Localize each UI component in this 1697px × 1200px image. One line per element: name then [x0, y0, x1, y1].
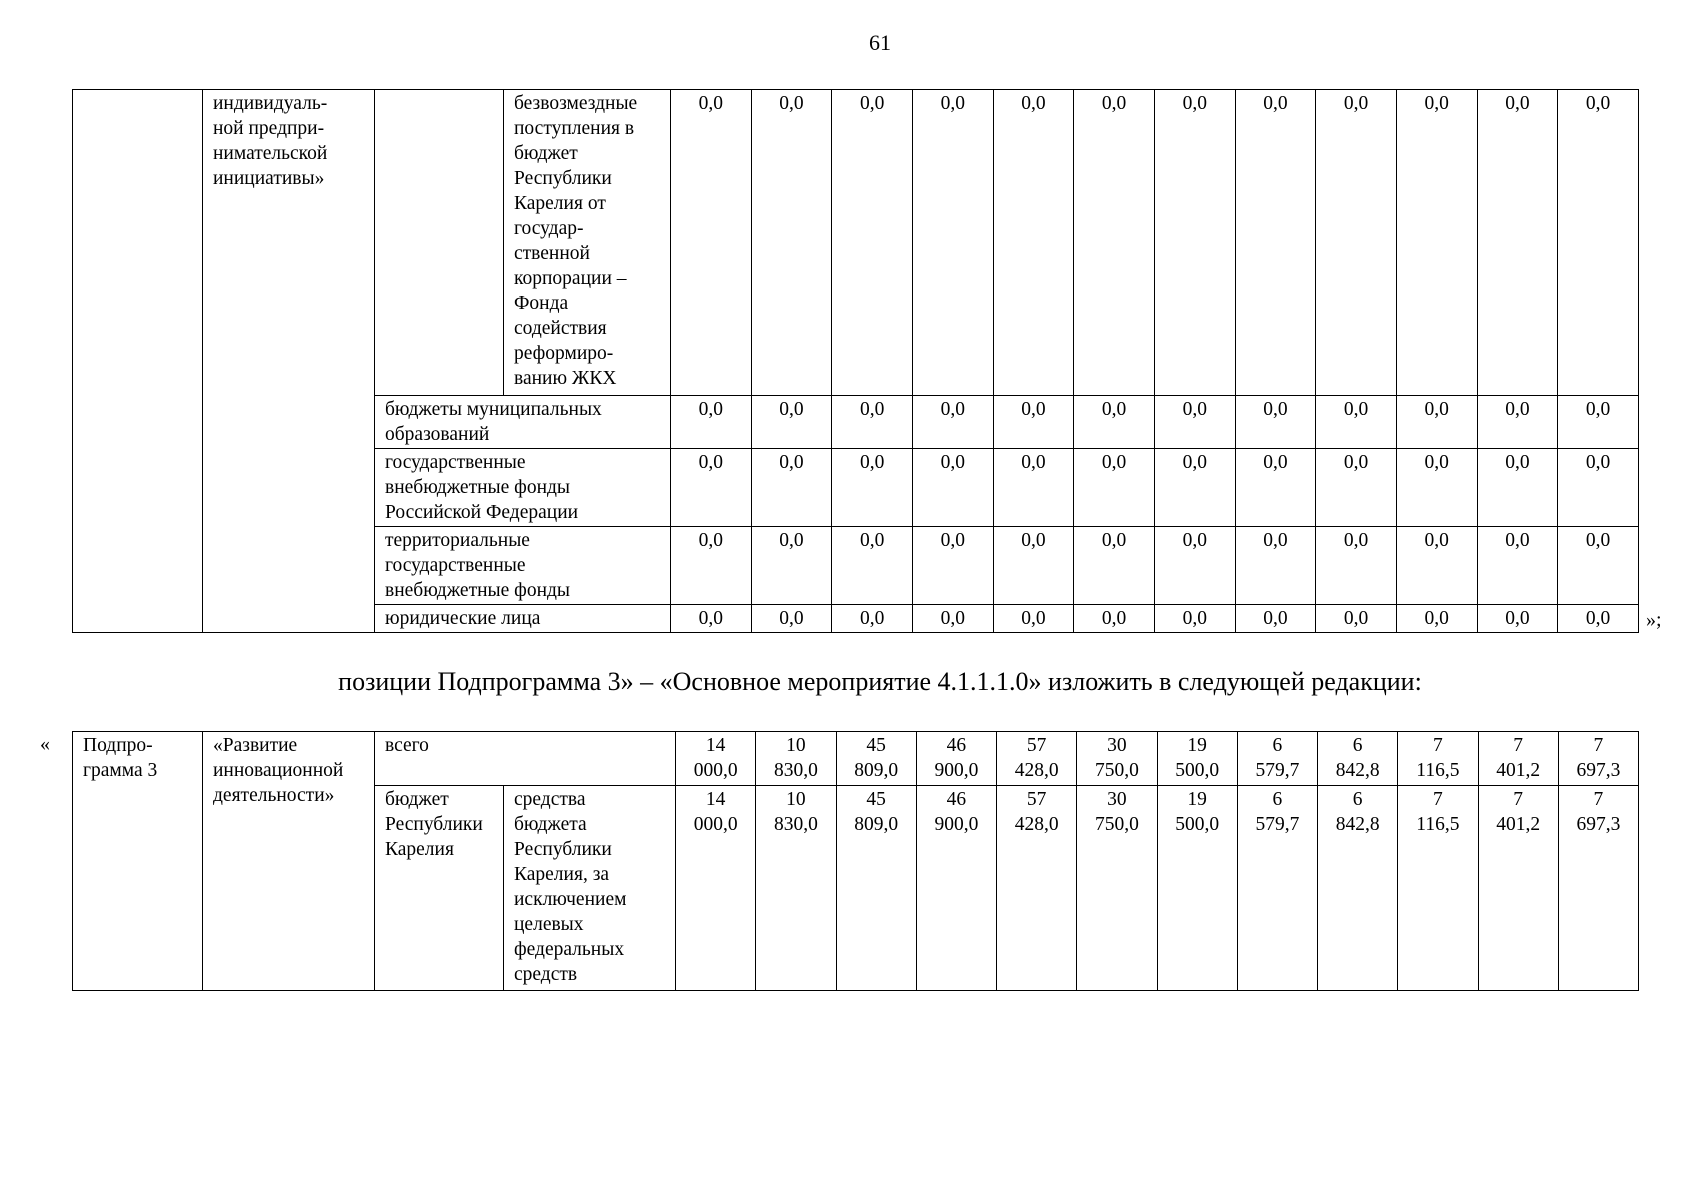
value-cell: 7 697,3: [1558, 786, 1638, 991]
value-cell: 45 809,0: [836, 732, 916, 786]
value-cell: 0,0: [993, 605, 1074, 633]
value-cell: 0,0: [1154, 527, 1235, 605]
value-cell: 0,0: [912, 527, 993, 605]
value-cell: 0,0: [1154, 449, 1235, 527]
value-cell: 57 428,0: [997, 786, 1077, 991]
value-cell: 19 500,0: [1157, 786, 1237, 991]
value-cell: 0,0: [1316, 396, 1397, 449]
value-cell: 30 750,0: [1077, 786, 1157, 991]
value-cell: 0,0: [1558, 90, 1639, 396]
value-cell: 0,0: [1558, 605, 1639, 633]
value-cell: 0,0: [751, 449, 832, 527]
value-cell: 0,0: [832, 396, 913, 449]
value-cell: 7 697,3: [1558, 732, 1638, 786]
value-cell: 0,0: [1396, 605, 1477, 633]
value-cell: 14 000,0: [676, 732, 756, 786]
value-cell: 30 750,0: [1077, 732, 1157, 786]
funding-table-top: [72, 89, 1639, 633]
value-cell: 0,0: [1235, 527, 1316, 605]
value-cell: 6 579,7: [1237, 786, 1317, 991]
value-cell: 0,0: [912, 396, 993, 449]
funding-table-bottom: [72, 731, 1639, 991]
value-cell: 0,0: [1235, 396, 1316, 449]
source-label-cell: бюджеты муниципальных образований: [375, 396, 671, 449]
table-row: [73, 90, 1639, 396]
value-cell: 14 000,0: [676, 786, 756, 991]
program-code-cell: [73, 90, 203, 633]
value-cell: 0,0: [993, 90, 1074, 396]
value-cell: 0,0: [1316, 449, 1397, 527]
value-cell: 0,0: [912, 449, 993, 527]
value-cell: 0,0: [1074, 90, 1155, 396]
value-cell: 0,0: [993, 396, 1074, 449]
source-group-cell: бюджет Республики Карелия: [375, 786, 504, 991]
closing-quote: »;: [1646, 609, 1662, 631]
value-cell: 7 116,5: [1398, 786, 1478, 991]
value-cell: 0,0: [1396, 449, 1477, 527]
value-cell: 7 401,2: [1478, 732, 1558, 786]
value-cell: 0,0: [1477, 605, 1558, 633]
value-cell: 0,0: [751, 605, 832, 633]
value-cell: 0,0: [993, 527, 1074, 605]
value-cell: 0,0: [1396, 527, 1477, 605]
instruction-text: позиции Подпрограмма 3» – «Основное мероприятие 4.1.1.1.0» изложить в следующей редакции:: [338, 667, 1422, 696]
value-cell: 0,0: [912, 605, 993, 633]
value-cell: 0,0: [832, 605, 913, 633]
source-label-cell: юридические лица: [375, 605, 671, 633]
value-cell: 10 830,0: [756, 732, 836, 786]
value-cell: 0,0: [1074, 605, 1155, 633]
value-cell: 46 900,0: [916, 786, 996, 991]
value-cell: 6 579,7: [1237, 732, 1317, 786]
value-cell: 0,0: [1558, 449, 1639, 527]
program-code-cell: Подпро- грамма 3: [73, 732, 203, 991]
value-cell: 0,0: [1477, 396, 1558, 449]
opening-quote: «: [40, 733, 50, 755]
program-name-cell: «Развитие инновационной деятельности»: [203, 732, 375, 991]
value-cell: 45 809,0: [836, 786, 916, 991]
value-cell: 0,0: [1316, 527, 1397, 605]
value-cell: 0,0: [912, 90, 993, 396]
value-cell: 0,0: [1477, 527, 1558, 605]
program-name-cell: индивидуаль- ной предпри- нимательской инициативы»: [203, 90, 375, 633]
value-cell: 46 900,0: [916, 732, 996, 786]
value-cell: 0,0: [1154, 90, 1235, 396]
source-label-cell: всего: [375, 732, 676, 786]
value-cell: 0,0: [1396, 90, 1477, 396]
value-cell: 0,0: [1235, 90, 1316, 396]
source-group-cell: [375, 90, 504, 396]
value-cell: 0,0: [1396, 396, 1477, 449]
value-cell: 57 428,0: [997, 732, 1077, 786]
value-cell: 0,0: [1235, 449, 1316, 527]
value-cell: 0,0: [671, 90, 752, 396]
value-cell: 0,0: [1074, 396, 1155, 449]
value-cell: 0,0: [671, 605, 752, 633]
source-label-cell: территориальные государственные внебюджетные фонды: [375, 527, 671, 605]
source-label-cell: безвозмездные поступления в бюджет Республики Карелия от государ- ственной корпорации – Фонда содействия реформиро- ванию ЖКХ: [504, 90, 671, 396]
value-cell: 0,0: [832, 90, 913, 396]
value-cell: 0,0: [751, 396, 832, 449]
table-row: [73, 732, 1639, 786]
value-cell: 0,0: [1477, 90, 1558, 396]
value-cell: 0,0: [671, 396, 752, 449]
value-cell: 0,0: [1558, 527, 1639, 605]
value-cell: 6 842,8: [1318, 786, 1398, 991]
value-cell: 0,0: [1235, 605, 1316, 633]
value-cell: 0,0: [832, 449, 913, 527]
value-cell: 0,0: [1558, 396, 1639, 449]
value-cell: 0,0: [993, 449, 1074, 527]
value-cell: 10 830,0: [756, 786, 836, 991]
value-cell: 0,0: [1477, 449, 1558, 527]
value-cell: 0,0: [1074, 527, 1155, 605]
value-cell: 0,0: [751, 90, 832, 396]
value-cell: 6 842,8: [1318, 732, 1398, 786]
value-cell: 0,0: [1154, 396, 1235, 449]
value-cell: 0,0: [751, 527, 832, 605]
value-cell: 7 116,5: [1398, 732, 1478, 786]
source-label-cell: средства бюджета Республики Карелия, за исключением целевых федеральных средств: [504, 786, 676, 991]
value-cell: 0,0: [1316, 605, 1397, 633]
value-cell: 19 500,0: [1157, 732, 1237, 786]
source-label-cell: государственные внебюджетные фонды Российской Федерации: [375, 449, 671, 527]
value-cell: 0,0: [1074, 449, 1155, 527]
value-cell: 0,0: [832, 527, 913, 605]
value-cell: 0,0: [1316, 90, 1397, 396]
value-cell: 0,0: [671, 449, 752, 527]
value-cell: 0,0: [671, 527, 752, 605]
value-cell: 0,0: [1154, 605, 1235, 633]
page-number: 61: [869, 30, 891, 55]
value-cell: 7 401,2: [1478, 786, 1558, 991]
